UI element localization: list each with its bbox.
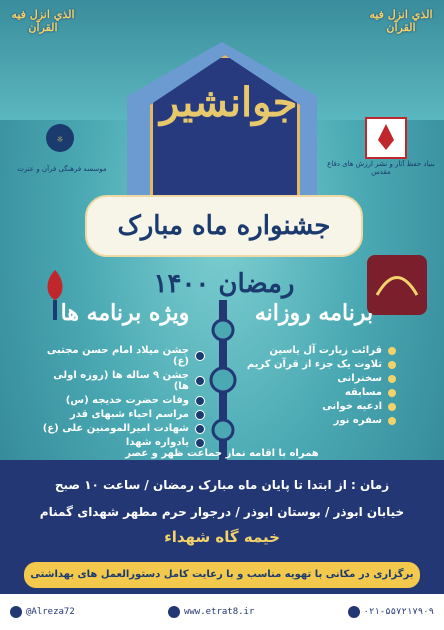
prayer-note: همراه با اقامه نماز جماعت ظهر و عصر	[125, 448, 319, 459]
footer-website[interactable]: www.etrat8.ir	[168, 606, 254, 618]
list-item: قرائت زیارت آل یاسین	[246, 345, 396, 356]
list-item: شهادت امیرالمومنین علی (ع)	[40, 423, 205, 434]
globe-icon	[168, 606, 180, 618]
bullet-icon	[195, 396, 205, 406]
bullet-icon	[388, 361, 396, 369]
footer-phone[interactable]: ۰۲۱-۵۵۷۲۱۷۹۰۹	[348, 606, 434, 618]
list-item: وفات حضرت خدیجه (س)	[40, 395, 205, 406]
bullet-icon	[195, 424, 205, 434]
list-item: جشن میلاد امام حسن مجتبی (ع)	[40, 345, 205, 367]
bullet-icon	[388, 403, 396, 411]
list-item: تلاوت یک جزء از قرآن کریم	[246, 359, 396, 370]
corner-calligraphy-right: الذي انزل فيه القرآن	[369, 8, 433, 34]
event-venue: خیمه گاه شهداء	[164, 528, 280, 546]
bullet-icon	[388, 417, 396, 425]
organization-logo-right	[346, 110, 426, 190]
list-item: جشن ۹ ساله ها (روزه اولی ها)	[40, 370, 205, 392]
health-note-bar	[24, 562, 420, 588]
special-program-list	[40, 345, 205, 451]
bullet-icon	[195, 376, 205, 386]
phone-icon	[348, 606, 360, 618]
daily-program-list	[246, 345, 396, 429]
logo-left-caption: موسسه فرهنگی قرآن و عترت	[17, 165, 107, 173]
event-logo: جوانشیر	[160, 79, 298, 126]
event-time: زمان : از ابتدا تا پایان ماه مبارک رمضان / ساعت ۱۰ صبح	[54, 478, 390, 492]
event-title: جشنواره ماه مبارک رمضان ۱۴۰۰	[117, 211, 331, 299]
svg-text:☼: ☼	[56, 135, 64, 144]
instagram-icon	[10, 606, 22, 618]
bullet-icon	[388, 347, 396, 355]
footer	[0, 594, 444, 630]
list-item: یادواره شهدا	[40, 437, 205, 448]
bullet-icon	[195, 438, 205, 448]
list-item: سخنرانی	[246, 373, 396, 384]
corner-calligraphy-left: الذي انزل فيه القرآن	[11, 8, 75, 34]
title-banner	[85, 195, 363, 299]
list-item: سفره نور	[246, 415, 396, 426]
daily-program-title: برنامه روزانه	[254, 300, 374, 326]
organization-logo-left	[20, 120, 100, 170]
list-item: مسابقه	[246, 387, 396, 398]
bullet-icon	[388, 375, 396, 383]
event-address: خیابان ابوذر / بوستان ابوذر / درجوار حرم مطهر شهدای گمنام	[39, 505, 405, 519]
footer-handle[interactable]: @Alreza72	[10, 606, 75, 618]
logo-right-caption: بنیاد حفظ آثار و نشر ارزش های دفاع مقدس	[327, 160, 435, 176]
health-note: برگزاری در مکانی با تهویه مناسب و با رعایت کامل دستورالعمل های بهداشتی	[30, 569, 414, 580]
bullet-icon	[195, 351, 205, 361]
special-program-title: ویژه برنامه ها	[60, 300, 190, 326]
bullet-icon	[195, 410, 205, 420]
list-item: ادعیه خوانی	[246, 401, 396, 412]
ornament-divider	[203, 300, 243, 460]
bullet-icon	[388, 389, 396, 397]
list-item: مراسم احیاء شبهای قدر	[40, 409, 205, 420]
